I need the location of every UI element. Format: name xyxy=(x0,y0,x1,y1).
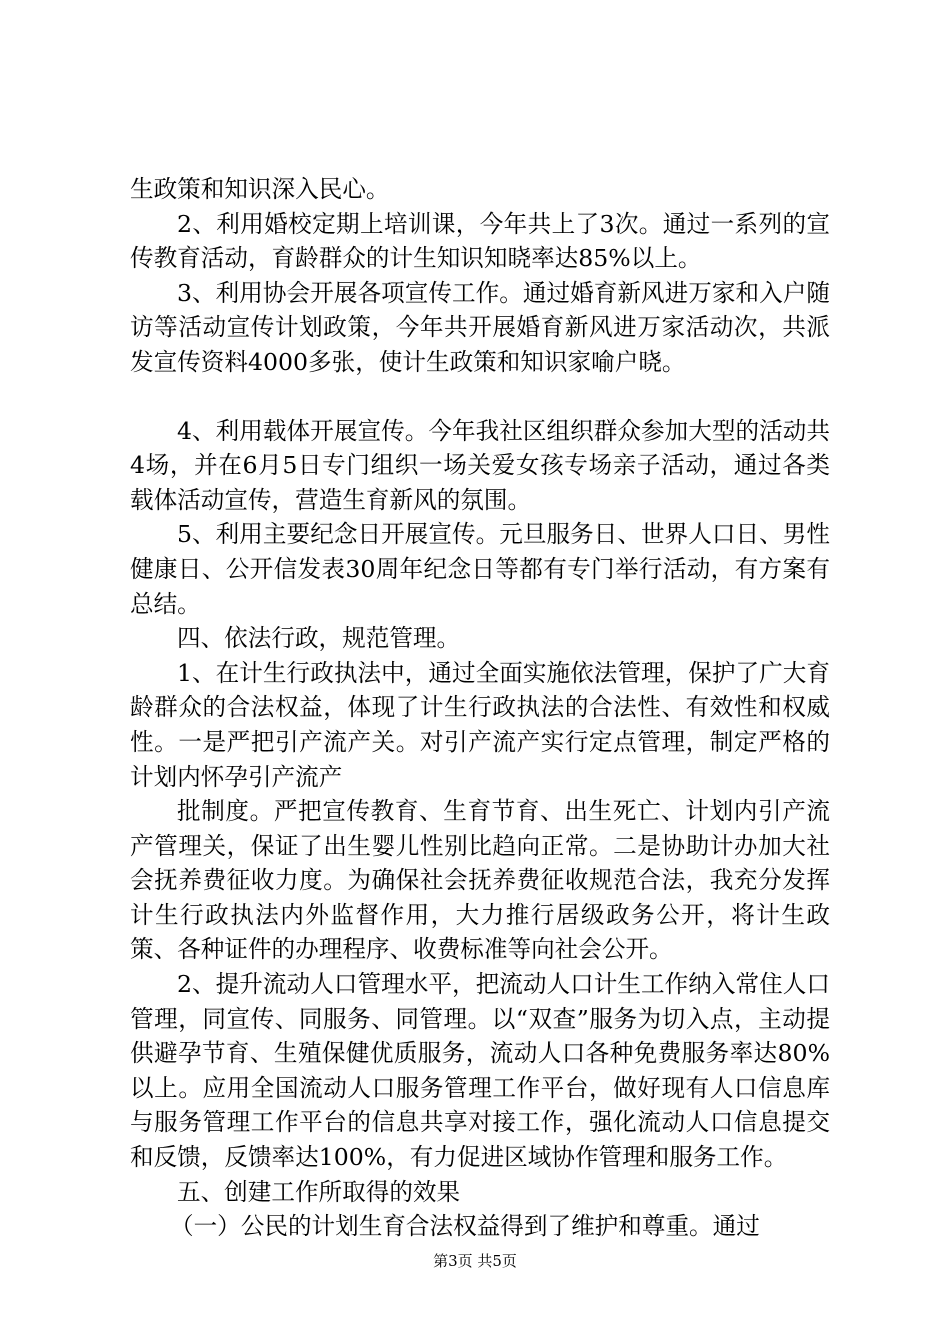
section-heading-5: 五、创建工作所取得的效果 xyxy=(177,1177,461,1206)
document-body xyxy=(130,172,830,1244)
section-heading-4: 四、依法行政，规范管理。 xyxy=(177,624,461,653)
paragraph-law-1: 1、在计生行政执法中，通过全面实施依法管理，保护了广大育龄群众的合法权益，体现了计生行政执法的合法性、有效性和权威性。一是严把引产流产关。对引产流产实行定点管理，制定严格的计划内怀孕引产流产 xyxy=(130,658,830,791)
paragraph-continued: 生政策和知识深入民心。 xyxy=(130,175,390,203)
paragraph-item-3: 3、利用协会开展各项宣传工作。通过婚育新风进万家和入户随访等活动宣传计划政策，今年共开展婚育新风进万家活动次，共派发宣传资料4000多张，使计生政策和知识家喻户晓。 xyxy=(130,278,830,376)
paragraph-item-5: 5、利用主要纪念日开展宣传。元旦服务日、世界人口日、男性健康日、公开信发表30周年纪念日等都有专门举行活动，有方案有总结。 xyxy=(130,520,830,618)
paragraph-floating-population: 2、提升流动人口管理水平，把流动人口计生工作纳入常住人口管理，同宣传、同服务、同管理。以“双查”服务为切入点，主动提供避孕节育、生殖保健优质服务，流动人口各种免费服务率达80%以上。应用全国流动人口服务管理工作平台，做好现有人口信息库与服务管理工作平台的信息共享对接工作，强化流动人口信息提交和反馈，反馈率达100%，有力促进区域协作管理和服务工作。 xyxy=(130,970,830,1172)
paragraph-gap xyxy=(130,380,830,414)
paragraph-law-1-continued: 批制度。严把宣传教育、生育节育、出生死亡、计划内引产流产管理关，保证了出生婴儿性别比趋向正常。二是协助计办加大社会抚养费征收力度。为确保社会抚养费征收规范合法，我充分发挥计生行政执法内外监督作用，大力推行居级政务公开，将计生政策、各种证件的办理程序、收费标准等向社会公开。 xyxy=(130,797,830,964)
paragraph-item-2: 2、利用婚校定期上培训课，今年共上了3次。通过一系列的宣传教育活动，育龄群众的计生知识知晓率达85%以上。 xyxy=(130,209,830,273)
paragraph-effect-1: （一）公民的计划生育合法权益得到了维护和尊重。通过 xyxy=(170,1212,760,1241)
page-number-footer: 第3页 共5页 xyxy=(433,1252,517,1270)
paragraph-item-4: 4、利用载体开展宣传。今年我社区组织群众参加大型的活动共4场，并在6月5日专门组织一场关爱女孩专场亲子活动，通过各类载体活动宣传，营造生育新风的氛围。 xyxy=(130,416,830,514)
